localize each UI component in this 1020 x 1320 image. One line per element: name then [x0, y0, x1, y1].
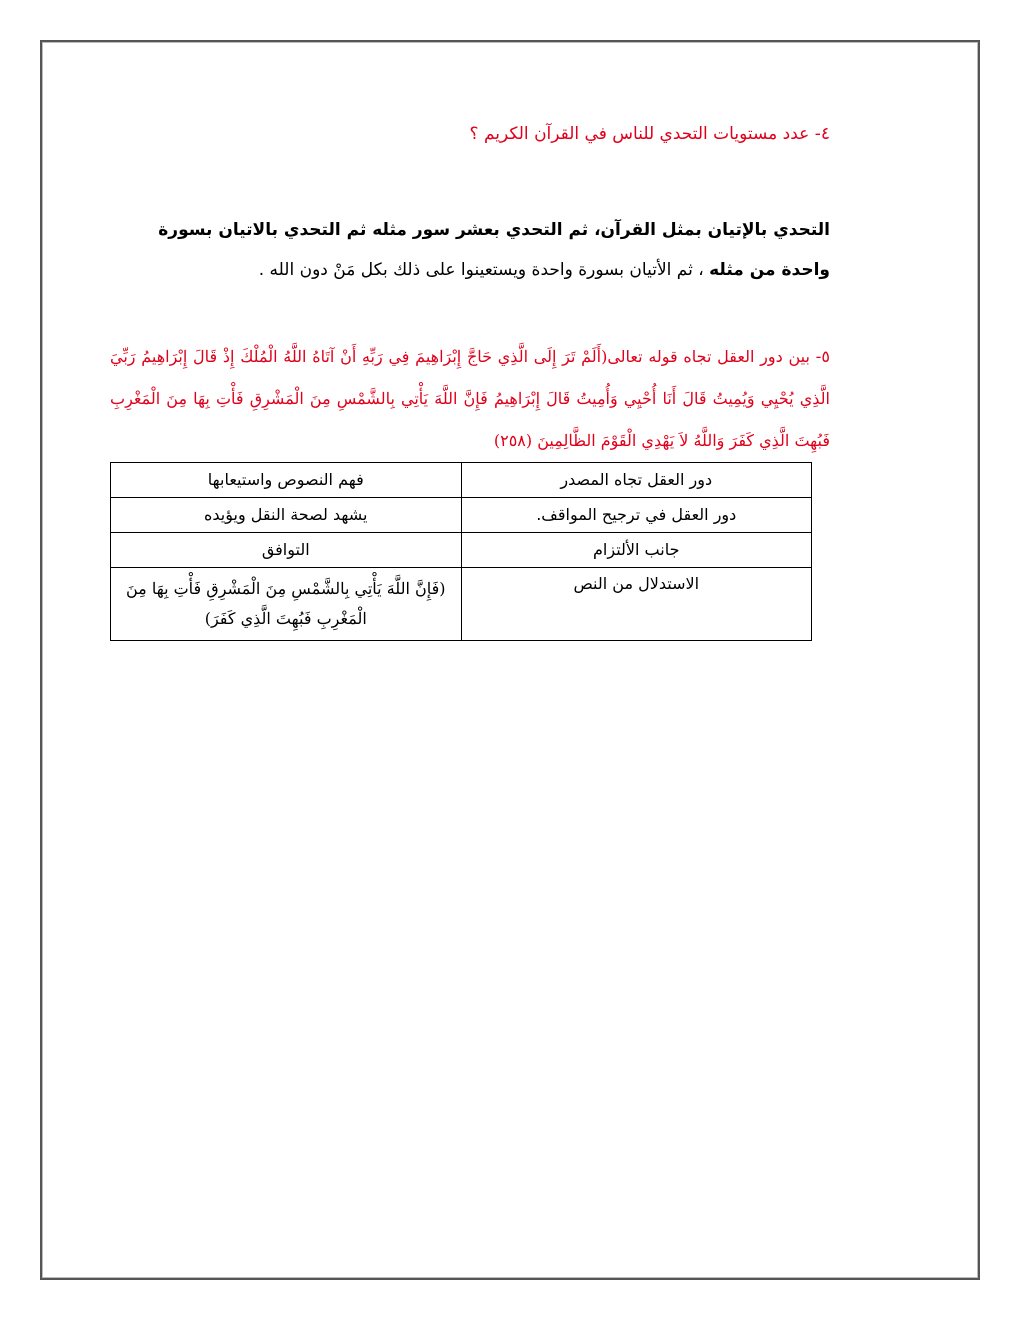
question-5: [110, 336, 830, 462]
question-5-lead: ٥- بين دور العقل تجاه قوله تعالى: [607, 347, 830, 366]
reason-role-table: [110, 462, 812, 641]
question-4-text: ٤- عدد مستويات التحدي للناس في القرآن الكريم ؟: [469, 124, 830, 144]
table-cell-value: فهم النصوص واستيعابها: [111, 463, 462, 498]
table-cell-value: يشهد لصحة النقل ويؤيده: [111, 498, 462, 533]
table-row: [111, 568, 812, 641]
table-row: [111, 463, 812, 498]
table-cell-value: التوافق: [111, 533, 462, 568]
table-row: [111, 498, 812, 533]
table-row: [111, 533, 812, 568]
question-4: [300, 124, 830, 144]
table-cell-value: (فَإِنَّ اللَّهَ يَأْتِي بِالشَّمْسِ مِنَ الْمَشْرِقِ فَأْتِ بِهَا مِنَ الْمَغْرِبِ فَبُهِتَ الَّذِي كَفَرَ): [111, 568, 462, 641]
table-cell-label: جانب الألتزام: [461, 533, 812, 568]
table-cell-label: دور العقل في ترجيح المواقف.: [461, 498, 812, 533]
question-5-verse: (أَلَمْ تَرَ إِلَى الَّذِي حَاجَّ إِبْرَاهِيمَ فِي رَبِّهِ أَنْ آتَاهُ اللَّهُ الْمُلْكَ إِذْ قَالَ إِبْرَاهِيمُ رَبِّيَ الَّذِي يُحْيِي وَيُمِيتُ قَالَ أَنَا أُحْيِي وَأُمِيتُ قَالَ إِبْرَاهِيمُ فَإِنَّ اللَّهَ يَأْتِي بِالشَّمْسِ مِنَ الْمَشْرِقِ فَأْتِ بِهَا مِنَ الْمَغْرِبِ فَبُهِتَ الَّذِي كَفَرَ وَاللَّهُ لاَ يَهْدِي الْقَوْمَ الظَّالِمِينَ (٢٥٨): [110, 347, 830, 450]
answer-4-normal: ، ثم الأتيان بسورة واحدة ويستعينوا على ذلك بكل مَنْ دون الله .: [258, 260, 704, 280]
answer-4: [110, 210, 830, 290]
table-cell-label: الاستدلال من النص: [461, 568, 812, 641]
answer-4-bold: التحدي بالإتيان بمثل القرآن، ثم التحدي بعشر سور مثله ثم التحدي بالاتيان بسورة واحدة من مثله: [158, 220, 830, 280]
table-cell-label: دور العقل تجاه المصدر: [461, 463, 812, 498]
